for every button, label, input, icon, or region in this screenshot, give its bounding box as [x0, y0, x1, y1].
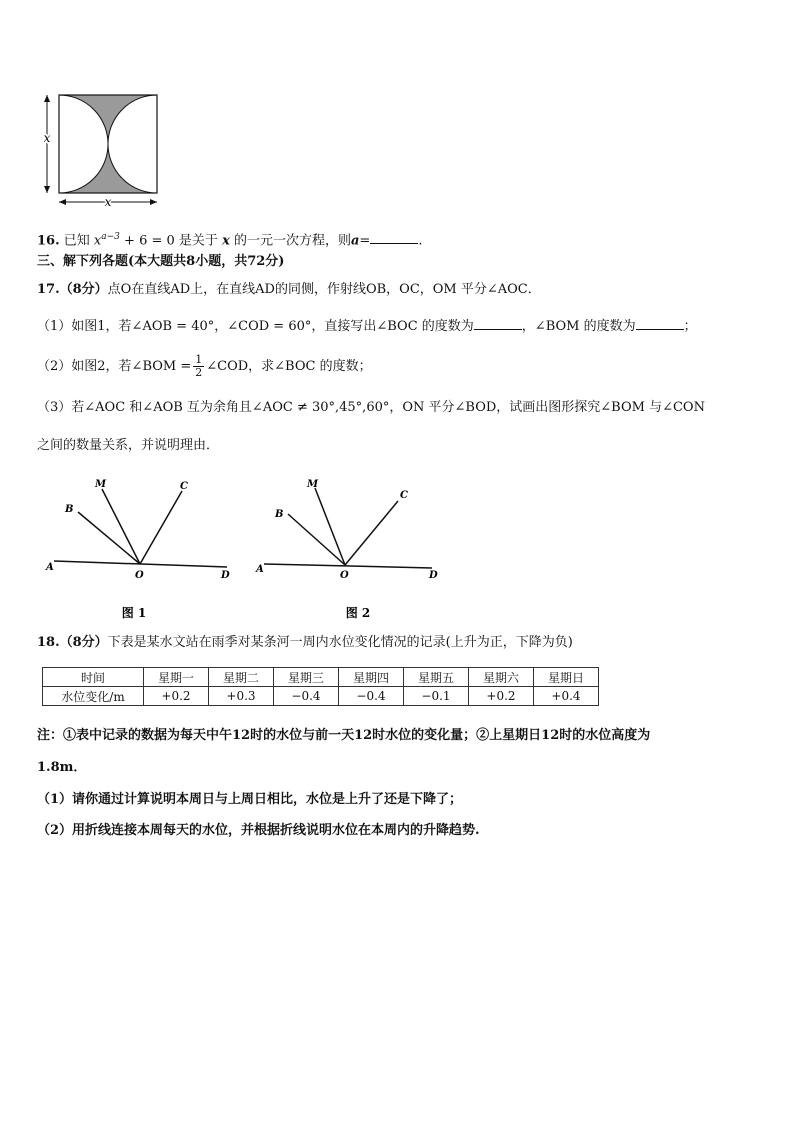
line-AD: [264, 564, 432, 568]
q17-p3-label: （3）: [37, 400, 72, 415]
ray-OM: [102, 489, 140, 564]
table-header-cell: 星期六: [469, 668, 534, 687]
fig2-caption: 图 2: [345, 606, 371, 620]
q16-answer-blank[interactable]: [370, 230, 418, 244]
q17-p1-b: ，∠BOM 的度数为: [521, 319, 636, 334]
q18-text: 下表是某水文站在雨季对某条河一周内水位变化情况的记录(上升为正，下降为负): [107, 635, 573, 650]
fig1-label-D: D: [221, 570, 230, 581]
q17-p2-a: 如图2，若∠BOM =: [71, 359, 192, 374]
fraction-numerator: 1: [195, 353, 203, 366]
fig1-caption: 图 1: [121, 606, 147, 620]
arrow-left-icon: [59, 199, 66, 205]
table-cell: +0.2: [144, 687, 209, 706]
table-header-cell: 星期三: [274, 668, 339, 687]
figure-1: [42, 474, 242, 624]
ray-OC: [140, 491, 182, 564]
question-18-intro: [37, 634, 573, 652]
question-17-part3-line1: [37, 399, 705, 417]
table-cell: +0.3: [209, 687, 274, 706]
ray-OM: [315, 488, 345, 565]
water-level-table: [42, 667, 599, 706]
ray-OC: [345, 501, 398, 565]
label-x-left: x: [43, 131, 51, 145]
question-17-part3-line2: 之间的数量关系，并说明理由．: [37, 438, 220, 453]
q17-p1-blank-2[interactable]: [636, 316, 684, 330]
q17-p1-a: 如图1，若∠AOB = 40°，∠COD = 60°，直接写出∠BOC 的度数为: [71, 319, 474, 334]
fig1-label-O: O: [135, 570, 144, 581]
table-header-cell: 星期二: [209, 668, 274, 687]
q16-eq: =: [359, 233, 371, 249]
arrow-right-icon: [150, 199, 157, 205]
q18-part1: （1）请你通过计算说明本周日与上周日相比，水位是上升了还是下降了；: [37, 792, 463, 807]
table-cell: −0.4: [339, 687, 404, 706]
table-header-cell: 星期四: [339, 668, 404, 687]
fig2-label-M: M: [307, 479, 319, 490]
table-header-cell: 星期一: [144, 668, 209, 687]
fig2-label-A: A: [256, 564, 264, 575]
table-cell: −0.1: [404, 687, 469, 706]
q16-a: a: [350, 233, 360, 249]
fig1-label-C: C: [180, 481, 188, 492]
label-x-bottom: x: [104, 195, 112, 209]
q16-equation: + 6 = 0: [119, 233, 175, 249]
q17-p2-label: （2）: [37, 359, 72, 374]
q18-number: 18.: [37, 635, 60, 650]
ray-OB: [78, 512, 140, 564]
q17-p2-b: ∠COD，求∠BOC 的度数；: [206, 359, 372, 374]
fraction-one-half: [193, 354, 204, 379]
arrow-up-icon: [44, 95, 50, 102]
table-header-cell: 星期日: [534, 668, 599, 687]
q17-p1-label: （1）: [37, 319, 72, 334]
q16-var-x: x: [93, 233, 102, 249]
q16-post: 的一元一次方程，则: [233, 233, 351, 249]
question-16: [37, 228, 422, 250]
q17-text: 点O在直线AD上，在直线AD的同侧，作射线OB，OC，OM 平分∠AOC．: [107, 282, 541, 297]
q16-end: .: [418, 233, 423, 249]
fig1-label-A: A: [46, 562, 54, 573]
q17-p1-blank-1[interactable]: [474, 316, 522, 330]
q16-middle: 是关于: [178, 233, 218, 249]
q16-number: 16.: [37, 233, 60, 249]
q17-p1-c: ；: [683, 319, 697, 334]
question-17-part2: [37, 354, 372, 379]
fig2-label-O: O: [340, 570, 349, 581]
q16-exponent: a−3: [101, 232, 120, 242]
arrow-down-icon: [44, 186, 50, 193]
table-row: [43, 687, 599, 706]
square-semicircle-figure: [38, 92, 168, 212]
fig2-label-D: D: [429, 570, 438, 581]
fig2-label-C: C: [400, 490, 408, 501]
q17-number: 17.: [37, 282, 60, 297]
table-header-cell: 星期五: [404, 668, 469, 687]
fraction-denominator: 2: [195, 366, 203, 379]
table-cell: +0.2: [469, 687, 534, 706]
fig1-label-B: B: [65, 504, 74, 515]
question-17-part1: [37, 316, 697, 336]
ray-OB: [288, 514, 345, 565]
q18-note-line1: 注：①表中记录的数据为每天中午12时的水位与前一天12时水位的变化量；②上星期日12时的水位高度为: [37, 728, 651, 743]
q17-p3-a: 若∠AOC 和∠AOB 互为余角且∠AOC ≠ 30°,45°,60°，ON 平分∠BOD，试画出图形探究∠BOM 与∠CON: [71, 400, 705, 415]
q18-score: （8分）: [59, 635, 108, 650]
q16-prefix: 已知: [63, 233, 90, 249]
q17-score: （8分）: [59, 282, 108, 297]
table-cell: +0.4: [534, 687, 599, 706]
q16-x: x: [222, 233, 230, 249]
table-header-row: [43, 668, 599, 687]
figure-2: [252, 474, 452, 624]
fig2-label-B: B: [275, 509, 284, 520]
q18-note-line2: 1.8m．: [37, 760, 87, 775]
table-cell: 水位变化/m: [43, 687, 144, 706]
section-3-title: 三、解下列各题(本大题共8小题，共72分): [37, 254, 285, 269]
question-17-intro: [37, 281, 541, 299]
table-cell: −0.4: [274, 687, 339, 706]
q18-part2: （2）用折线连接本周每天的水位，并根据折线说明水位在本周内的升降趋势.: [37, 823, 480, 838]
fig1-label-M: M: [95, 479, 107, 490]
table-header-cell: 时间: [43, 668, 144, 687]
